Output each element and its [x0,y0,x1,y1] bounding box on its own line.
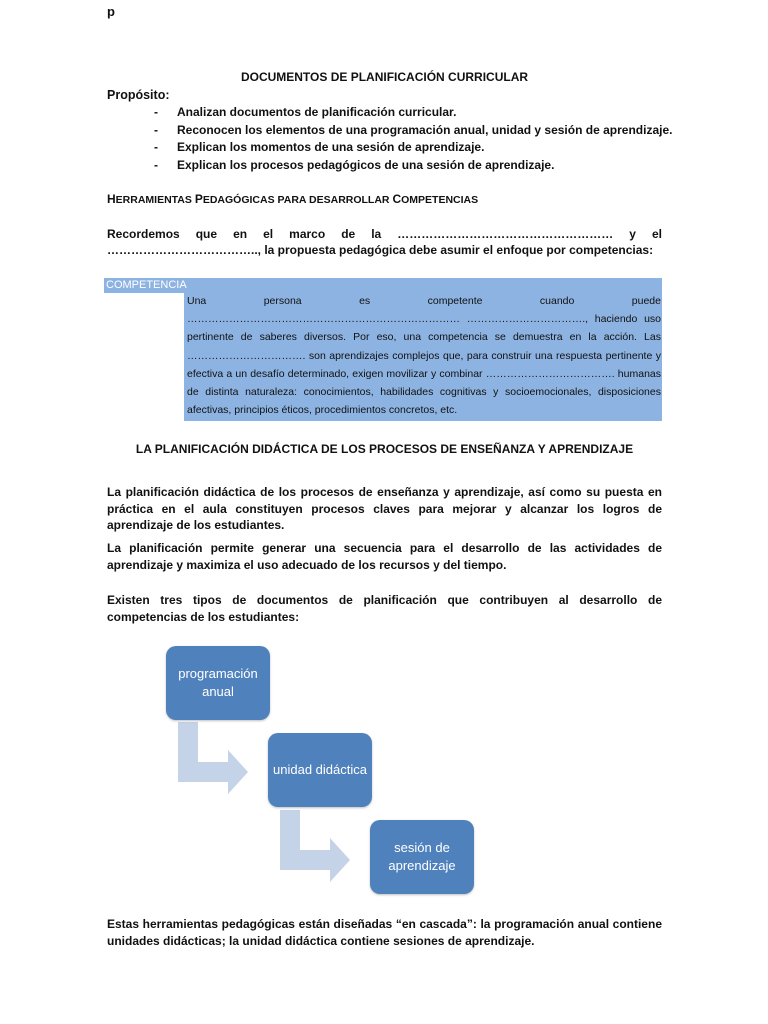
list-item-text: Explican los momentos de una sesión de aprendizaje. [177,140,485,154]
list-item-text: Reconocen los elementos de una programación anual, unidad y sesión de aprendizaje. [177,122,673,137]
paragraph-planificacion-secuencia: La planificación permite generar una secuencia para el desarrollo de las actividades de aprendizaje y maximiza el uso adecuado de los recursos y del tiempo. [107,541,662,572]
proposito-label: Propósito: [107,88,170,102]
competencia-text: Una persona es competente cuando puede …………………………………………………………………… ……………………………., haciendo uso pertinente de saberes diversos. Por eso, una competencia se demuestra en la acción. Las ……………………………. son aprendizajes complejos que, para construir una respuesta pertinente y efectiva a un desafío determinado, exigen movilizar y combinar ………………………………. humanas de distinta naturaleza: conocimientos, habilidades cognitivas y socioemocionales, disposiciones afectivas, principios éticos, procedimientos concretos, etc. [187,295,661,417]
page-letter: p [107,4,115,19]
list-item-text: Explican los procesos pedagógicos de una sesión de aprendizaje. [177,157,555,172]
section-title: LA PLANIFICACIÓN DIDÁCTICA DE LOS PROCESOS DE ENSEÑANZA Y APRENDIZAJE [135,442,634,456]
list-item: - Reconocen los elementos de una programación anual, unidad y sesión de aprendizaje. [154,122,673,137]
list-item: - Explican los procesos pedagógicos de una sesión de aprendizaje. [154,157,555,172]
list-item: - Explican los momentos de una sesión de aprendizaje. [154,140,485,154]
node-unidad-didactica: unidad didáctica [268,733,372,807]
paragraph-cascada: Estas herramientas pedagógicas están diseñadas “en cascada”: la programación anual contiene unidades didácticas; la unidad didáctica contiene sesiones de aprendizaje. [107,917,662,948]
node-programacion-anual: programación anual [166,646,270,720]
paragraph-tipos-documentos: Existen tres tipos de documentos de planificación que contribuyen al desarrollo de competencias de los estudiantes: [107,593,662,624]
document-title: DOCUMENTOS DE PLANIFICACIÓN CURRICULAR [240,70,529,84]
cascade-arrow-1 [178,722,248,794]
node-sesion-aprendizaje: sesión de aprendizaje [370,820,474,894]
recordemos-paragraph: Recordemos que en el marco de la ……………………………………………… y el ……………………………….., la propuesta pedagógica debe asumir el enfoque por competencias: [107,227,662,257]
list-item-text: Analizan documentos de planificación curricular. [177,105,457,119]
paragraph-planificacion-didactica: La planificación didáctica de los procesos de enseñanza y aprendizaje, así como su puesta en práctica en el aula constituyen procesos claves para mejorar y alcanzar los logros de aprendizaje de los estudiantes. [107,485,662,532]
herramientas-heading: HERRAMIENTAS PEDAGÓGICAS PARA DESARROLLAR COMPETENCIAS [107,192,479,206]
cascade-arrow-2 [280,810,350,882]
competencia-label: COMPETENCIA [106,279,187,291]
proposito-list [107,104,672,174]
list-item: - Analizan documentos de planificación curricular. [154,105,457,119]
